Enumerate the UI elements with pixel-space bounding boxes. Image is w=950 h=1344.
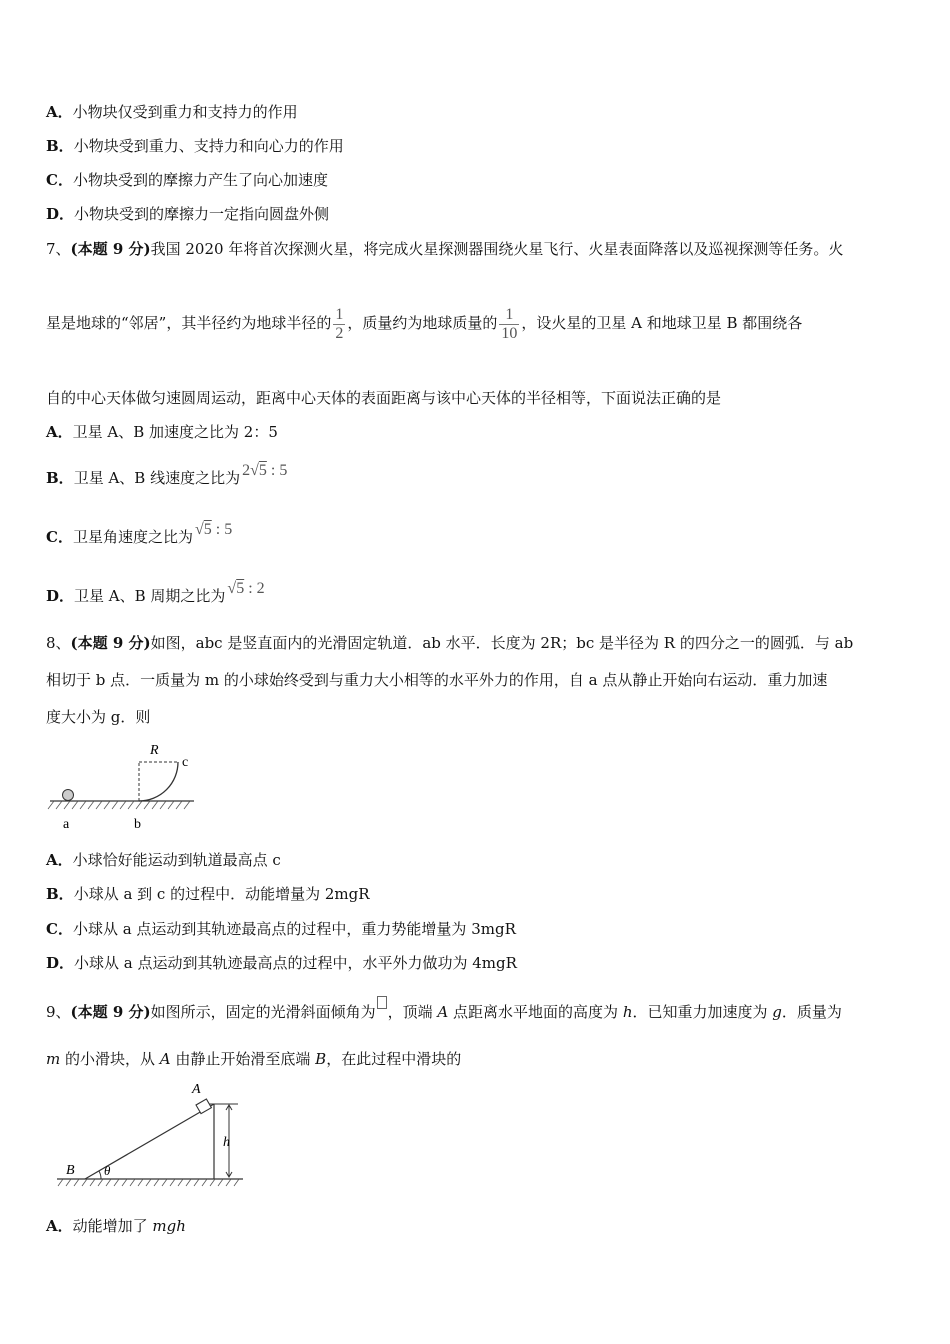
slider-block	[196, 1099, 211, 1114]
q8-stem-line3: 度大小为 g．则	[46, 708, 151, 726]
q8-stem-line1: 8、(本题 9 分)如图，abc 是竖直面内的光滑固定轨道．ab 水平．长度为 2R；bc 是半径为 R 的四分之一的圆弧．与 ab	[46, 634, 854, 652]
q6-option-a: A．小物块仅受到重力和支持力的作用	[46, 103, 298, 121]
q9-option-a: A．动能增加了 mgh	[46, 1217, 186, 1235]
ratio-formula: √5 : 5	[194, 521, 233, 538]
label-a: a	[63, 817, 70, 832]
q7-option-c: C．卫星角速度之比为 √5 : 5	[46, 521, 233, 546]
fraction-one-tenth: $\frac{1}{10}$	[501, 305, 518, 342]
q8-option-d: D．小球从 a 点运动到其轨迹最高点的过程中，水平外力做功为 4mgR	[46, 954, 517, 972]
angle-placeholder	[377, 996, 387, 1009]
q7-stem-line3: 自的中心天体做匀速圆周运动，距离中心天体的表面距离与该中心天体的半径相等，下面说法正确的是	[46, 389, 722, 407]
q7-option-b: B．卫星 A、B 线速度之比为 2√5 : 5	[46, 462, 288, 487]
label-c: c	[182, 755, 189, 770]
q6-option-c: C．小物块受到的摩擦力产生了向心加速度	[46, 171, 328, 189]
ball	[63, 790, 74, 801]
label-theta: θ	[104, 1163, 111, 1178]
q8-stem-line2: 相切于 b 点．一质量为 m 的小球始终受到与重力大小相等的水平外力的作用，自 a 点从静止开始向右运动．重力加速	[46, 671, 828, 689]
q8-option-c: C．小球从 a 点运动到其轨迹最高点的过程中，重力势能增量为 3mgR	[46, 920, 516, 938]
q8-option-b: B．小球从 a 到 c 的过程中．动能增量为 2mgR	[46, 885, 370, 903]
q7-option-d: D．卫星 A、B 周期之比为 √5 : 2	[46, 580, 265, 605]
fraction-one-half: $\frac{1}{2}$	[335, 305, 344, 342]
ratio-formula: √5 : 2	[227, 580, 265, 597]
ratio-formula: 2√5 : 5	[242, 462, 288, 479]
incline-figure	[55, 1078, 250, 1190]
q7-stem-line1: 7、(本题 9 分)我国 2020 年将首次探测火星，将完成火星探测器围绕火星飞行、火星表面降落以及巡视探测等任务。火	[46, 240, 844, 258]
label-h: h	[223, 1135, 230, 1150]
q7-stem-line2: 星是地球的“邻居”，其半径约为地球半径的 $\frac{1}{2}$ ，质量约为地球质量的 $\frac{1}{10}$ ，设火星的卫星 A 和地球卫星 B 都围绕各	[46, 305, 803, 342]
label-r: R	[150, 743, 159, 758]
label-b: b	[134, 817, 141, 832]
q7-option-a: A．卫星 A、B 加速度之比为 2：5	[46, 423, 278, 441]
label-a: A	[192, 1082, 201, 1097]
track-figure	[46, 738, 206, 833]
q9-stem-line1: 9、(本题 9 分)如图所示，固定的光滑斜面倾角为 ，顶端 A 点距离水平地面的高度为 h．已知重力加速度为 g．质量为	[46, 1002, 842, 1022]
q9-stem-line2: m 的小滑块，从 A 由静止开始滑至底端 B，在此过程中滑块的	[46, 1050, 462, 1068]
label-b: B	[66, 1163, 75, 1178]
q8-option-a: A．小球恰好能运动到轨道最高点 c	[46, 851, 281, 869]
q6-option-d: D．小物块受到的摩擦力一定指向圆盘外侧	[46, 205, 330, 223]
q6-option-b: B．小物块受到重力、支持力和向心力的作用	[46, 137, 344, 155]
